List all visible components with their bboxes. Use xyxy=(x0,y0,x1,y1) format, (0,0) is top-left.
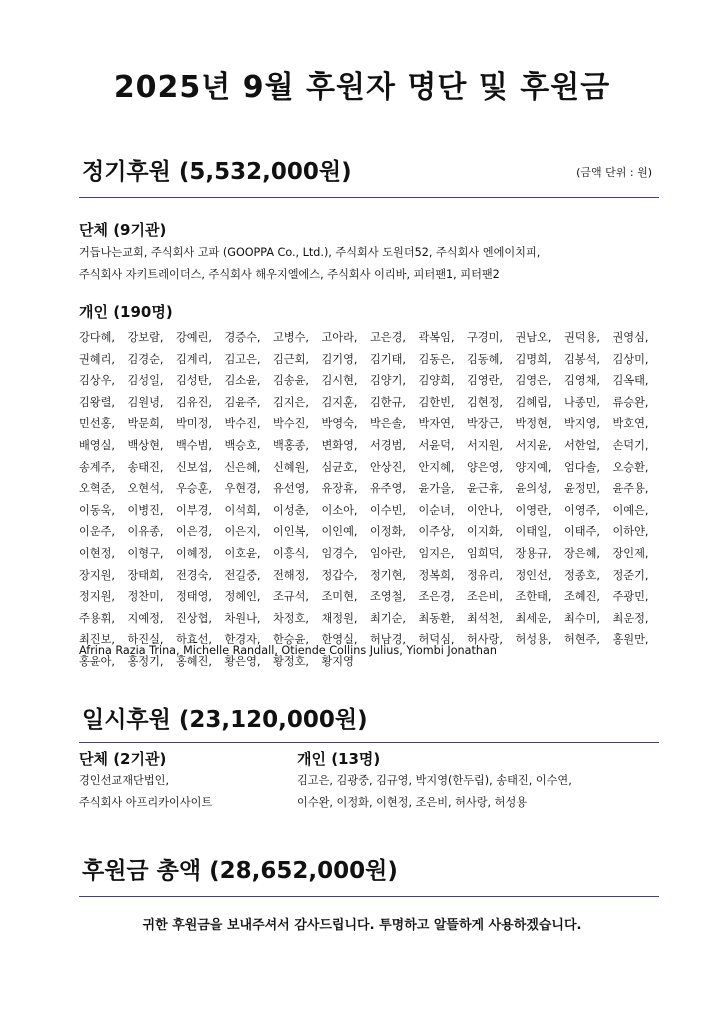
donor-name: 정지원, xyxy=(79,590,115,604)
donor-name: 엄다솔, xyxy=(564,460,600,474)
donor-name: 김동혜, xyxy=(467,352,503,366)
donor-name: 김영채, xyxy=(564,374,600,388)
donor-name: 우승훈, xyxy=(176,482,212,496)
donor-name: 허덕심, xyxy=(418,633,455,647)
donor-name: 이은지, xyxy=(224,525,261,539)
donor-name: 김기태, xyxy=(370,352,406,366)
donor-name: 전길중, xyxy=(224,568,261,582)
donor-name: 정혜인, xyxy=(224,590,261,604)
donor-name: 김기영, xyxy=(321,352,358,366)
donor-name: 김양기, xyxy=(370,374,406,388)
section-divider xyxy=(79,742,659,743)
donor-name: 장용규, xyxy=(515,546,552,560)
donor-name: 이하얀, xyxy=(612,525,649,539)
donor-name: 고병수, xyxy=(273,331,309,344)
donor-name: 이병진, xyxy=(127,503,164,517)
donor-name: 김동은, xyxy=(418,352,455,366)
donor-name: 서경범, xyxy=(370,438,406,452)
donor-name: 신혜원, xyxy=(273,460,309,474)
temporary-individual-heading: 개인 (13명) xyxy=(297,750,381,768)
donor-name: 이영란, xyxy=(515,503,552,517)
donor-name: 윤주용, xyxy=(612,482,649,496)
regular-individual-heading: 개인 (190명) xyxy=(79,303,173,321)
donor-name: 백상현, xyxy=(127,438,164,452)
donor-name: 정유리, xyxy=(467,568,503,582)
donor-name: 서지원, xyxy=(467,438,503,452)
donor-name: 김성탄, xyxy=(176,374,212,388)
donor-name: 조한태, xyxy=(515,590,552,604)
donor-name: 김상우, xyxy=(79,374,115,388)
page-title: 2025년 9월 후원자 명단 및 후원금 xyxy=(113,70,611,105)
donor-name: 장태희, xyxy=(127,568,164,582)
donor-name: 고은경, xyxy=(370,331,406,344)
donor-name: 오혁준, xyxy=(79,482,115,496)
donor-name: 이현정, xyxy=(79,546,115,560)
donor-name: 임아란, xyxy=(370,546,406,560)
donor-name: 정갑수, xyxy=(321,568,358,582)
donor-name: 곽복임, xyxy=(418,331,455,344)
donor-name: 김명희, xyxy=(515,352,552,366)
donor-name: 임경수, xyxy=(321,546,358,560)
donor-name: 이흥식, xyxy=(273,546,309,560)
donor-name: 구경미, xyxy=(467,331,503,344)
donor-name: 박지영, xyxy=(564,417,600,431)
donor-name: 서한얼, xyxy=(564,438,600,452)
donor-name: 이주상, xyxy=(418,525,455,539)
donor-name: 류승완, xyxy=(612,395,649,409)
donor-name: 이순녀, xyxy=(418,503,455,517)
donor-name: 최수미, xyxy=(564,611,600,625)
donor-name: 백수범, xyxy=(176,438,212,452)
donor-name: 이예은, xyxy=(612,503,649,517)
donor-name: 정찬미, xyxy=(127,590,164,604)
donor-name: 최동환, xyxy=(418,611,455,625)
donor-name: 최운정, xyxy=(612,611,649,625)
temporary-donation-heading: 일시후원 (23,120,000원) xyxy=(82,707,368,733)
donor-name: 강보람, xyxy=(127,331,164,344)
donor-name: 김시현, xyxy=(321,374,358,388)
donor-name: 권덕용, xyxy=(564,331,600,344)
donor-name: 홍원만, xyxy=(612,633,649,647)
donor-name: 이정화, xyxy=(370,525,406,539)
donor-name: 이은경, xyxy=(176,525,212,539)
donor-name: 서지윤, xyxy=(515,438,552,452)
temporary-individual-list: 김고은, 김광중, 김규영, 박지영(한두림), 송태진, 이수연, 이수완, 이정화, 이현정, 조은비, 허사랑, 허성용 xyxy=(297,774,572,809)
donor-name: 최기순, xyxy=(370,611,406,625)
regular-donation-heading: 정기후원 (5,532,000원) xyxy=(82,159,352,185)
donor-name: 김혜림, xyxy=(515,395,552,409)
donor-name: 차정호, xyxy=(273,611,309,625)
donor-name: 권영심, xyxy=(612,331,649,344)
donor-name: 조영철, xyxy=(370,590,406,604)
donor-name: 권남오, xyxy=(515,331,552,344)
regular-org-heading: 단체 (9기관) xyxy=(79,221,167,239)
donor-name: 이동욱, xyxy=(79,503,115,517)
total-donation-heading: 후원금 총액 (28,652,000원) xyxy=(82,858,398,884)
donor-name: 김근회, xyxy=(273,352,309,366)
donor-name: 김옥태, xyxy=(612,374,649,388)
donor-name: 전해정, xyxy=(273,568,309,582)
donor-name: 이형구, xyxy=(127,546,164,560)
donor-name: 이운주, xyxy=(79,525,115,539)
donor-name: 이유종, xyxy=(127,525,164,539)
donor-name: 백홍종, xyxy=(273,438,309,452)
donor-name: 박문희, xyxy=(127,417,164,431)
donor-name: 송계주, xyxy=(79,460,115,474)
donor-name: 차원나, xyxy=(224,611,261,625)
donor-name: 정복희, xyxy=(418,568,455,582)
donor-name: 권혜리, xyxy=(79,352,115,366)
donor-name: 한영실, xyxy=(321,633,358,647)
donor-name: 이호윤, xyxy=(224,546,261,560)
donor-name: 조미현, xyxy=(321,590,358,604)
donor-name: 김상미, xyxy=(612,352,649,366)
donor-name: 이인예, xyxy=(321,525,358,539)
donor-name: 김소윤, xyxy=(224,374,261,388)
donor-name: 김영란, xyxy=(467,374,503,388)
donor-name: 정인선, xyxy=(515,568,552,582)
donor-name: 서윤덕, xyxy=(418,438,455,452)
donor-name: 장은혜, xyxy=(564,546,600,560)
donor-name: 임지은, xyxy=(418,546,455,560)
donor-name: 유장휴, xyxy=(321,482,358,496)
donor-name: 황정호, xyxy=(273,654,309,668)
donor-name: 지예정, xyxy=(127,611,164,625)
donor-name: 박은솔, xyxy=(370,417,406,431)
donor-name: 박수진, xyxy=(224,417,261,431)
regular-individual-list xyxy=(79,327,679,673)
donor-name: 박영숙, xyxy=(321,417,358,431)
donor-name: 김현정, xyxy=(467,395,503,409)
donor-name: 강다혜, xyxy=(79,331,115,344)
donor-name: 허사랑, xyxy=(467,633,503,647)
donor-name: 유선영, xyxy=(273,482,309,496)
donor-name: 윤정민, xyxy=(564,482,600,496)
donor-name: 김원녕, xyxy=(127,395,164,409)
donor-name: 유주영, xyxy=(370,482,406,496)
donor-name: 하진실, xyxy=(127,633,164,647)
donor-name: 송태진, xyxy=(127,460,164,474)
donor-name: 신은혜, xyxy=(224,460,261,474)
temporary-org-heading: 단체 (2기관) xyxy=(79,750,167,768)
foreign-donor-list: Afrina Razia Trina, Michelle Randall, Otiende Collins Julius, Yiombi Jonathan xyxy=(79,644,497,657)
donor-name: 고아라, xyxy=(321,331,358,344)
donor-name: 이석희, xyxy=(224,503,261,517)
donor-name: 조혜진, xyxy=(564,590,600,604)
donor-name: 김윤주, xyxy=(224,395,261,409)
donor-name: 이인복, xyxy=(273,525,309,539)
donor-name: 정기현, xyxy=(370,568,406,582)
donor-name: 임희덕, xyxy=(467,546,503,560)
regular-org-list: 거듭나는교회, 주식회사 고파 (GOOPPA Co., Ltd.), 주식회사 도원더52, 주식회사 엔에이치피, 주식회사 자키트레이더스, 주식회사 해우지엘에스, 주식회사 이리바, 피터팬1, 피터팬2 xyxy=(79,246,541,281)
donor-name: 박장근, xyxy=(467,417,503,431)
closing-message: 귀한 후원금을 보내주셔서 감사드립니다. 투명하고 알뜰하게 사용하겠습니다. xyxy=(142,918,582,933)
unit-note: (금액 단위 : 원) xyxy=(576,166,652,179)
donor-name: 홍혜진, xyxy=(176,654,212,668)
temporary-org-list: 경인선교재단법인, 주식회사 아프리카이사이트 xyxy=(79,774,213,809)
section-divider xyxy=(79,896,659,897)
donor-name: 김계리, xyxy=(176,352,212,366)
donor-name: 정태영, xyxy=(176,590,212,604)
donor-name: 최진보, xyxy=(79,633,115,647)
donor-name: 주광민, xyxy=(612,590,649,604)
donor-name: 최세운, xyxy=(515,611,552,625)
donor-name: 허성용, xyxy=(515,633,552,647)
donor-name: 김경순, xyxy=(127,352,164,366)
donor-name: 김양희, xyxy=(418,374,455,388)
donor-name: 박수진, xyxy=(273,417,309,431)
donor-name: 장지원, xyxy=(79,568,115,582)
donor-name: 이태일, xyxy=(515,525,552,539)
donor-name: 심균호, xyxy=(321,460,358,474)
donor-name: 오승환, xyxy=(612,460,649,474)
donor-name: 김지은, xyxy=(273,395,309,409)
donor-name: 박자연, xyxy=(418,417,455,431)
donor-name: 양지예, xyxy=(515,460,552,474)
donor-name: 김성일, xyxy=(127,374,164,388)
donor-name: 김지훈, xyxy=(321,395,358,409)
donor-name: 허남경, xyxy=(370,633,406,647)
donor-name: 이안나, xyxy=(467,503,503,517)
donor-name: 이부경, xyxy=(176,503,212,517)
donor-name: 손덕기, xyxy=(612,438,649,452)
donor-name: 정종호, xyxy=(564,568,600,582)
donor-name: 조규석, xyxy=(273,590,309,604)
donor-name: 진상협, xyxy=(176,611,212,625)
donor-name: 이혜정, xyxy=(176,546,212,560)
donor-name: 윤의성, xyxy=(515,482,552,496)
section-divider xyxy=(79,197,659,198)
donor-name: 김봉석, xyxy=(564,352,600,366)
donor-name: 채정원, xyxy=(321,611,358,625)
donor-name: 조은경, xyxy=(418,590,455,604)
donor-name: 최석천, xyxy=(467,611,503,625)
donor-name: 박호연, xyxy=(612,417,649,431)
donor-name: 박정현, xyxy=(515,417,552,431)
donor-name: 강예린, xyxy=(176,331,212,344)
donor-name: 장인제, xyxy=(612,546,649,560)
donor-name: 이지화, xyxy=(467,525,503,539)
donor-name: 안지혜, xyxy=(418,460,455,474)
donor-name: 황지영 xyxy=(321,654,354,668)
donor-name: 조은비, xyxy=(467,590,503,604)
donor-name: 박미정, xyxy=(176,417,212,431)
donor-name: 변화영, xyxy=(321,438,358,452)
donor-name: 나종민, xyxy=(564,395,600,409)
donor-name: 황은영, xyxy=(224,654,261,668)
donor-name: 윤가을, xyxy=(418,482,455,496)
donor-name: 주용휘, xyxy=(79,611,115,625)
donor-name: 김왕렬, xyxy=(79,395,115,409)
donor-name: 신보섭, xyxy=(176,460,212,474)
donor-name: 김한규, xyxy=(370,395,406,409)
donor-name: 한승윤, xyxy=(273,633,309,647)
donor-name: 배영실, xyxy=(79,438,115,452)
donor-name: 경증수, xyxy=(224,331,261,344)
donor-name: 이태주, xyxy=(564,525,600,539)
donor-name: 김유진, xyxy=(176,395,212,409)
donor-name: 하효선, xyxy=(176,633,212,647)
donor-name: 백승호, xyxy=(224,438,261,452)
donor-name: 정준기, xyxy=(612,568,649,582)
donor-name: 홍윤아, xyxy=(79,654,115,668)
donor-name: 윤근휴, xyxy=(467,482,503,496)
donor-name: 김송윤, xyxy=(273,374,309,388)
donor-name: 홍정기, xyxy=(127,654,164,668)
donor-name: 오현석, xyxy=(127,482,164,496)
donor-name: 한경자, xyxy=(224,633,261,647)
donor-name: 이성춘, xyxy=(273,503,309,517)
donor-name: 이영주, xyxy=(564,503,600,517)
donor-name: 이소아, xyxy=(321,503,358,517)
donor-name: 안상진, xyxy=(370,460,406,474)
donor-name: 양은영, xyxy=(467,460,503,474)
donor-name: 민선홍, xyxy=(79,417,115,431)
donor-name: 이수빈, xyxy=(370,503,406,517)
donor-name: 전경숙, xyxy=(176,568,212,582)
donor-name: 우현경, xyxy=(224,482,261,496)
donor-name: 김영은, xyxy=(515,374,552,388)
donor-name: 김한빈, xyxy=(418,395,455,409)
donor-name: 허현주, xyxy=(564,633,600,647)
donor-name: 김고은, xyxy=(224,352,261,366)
